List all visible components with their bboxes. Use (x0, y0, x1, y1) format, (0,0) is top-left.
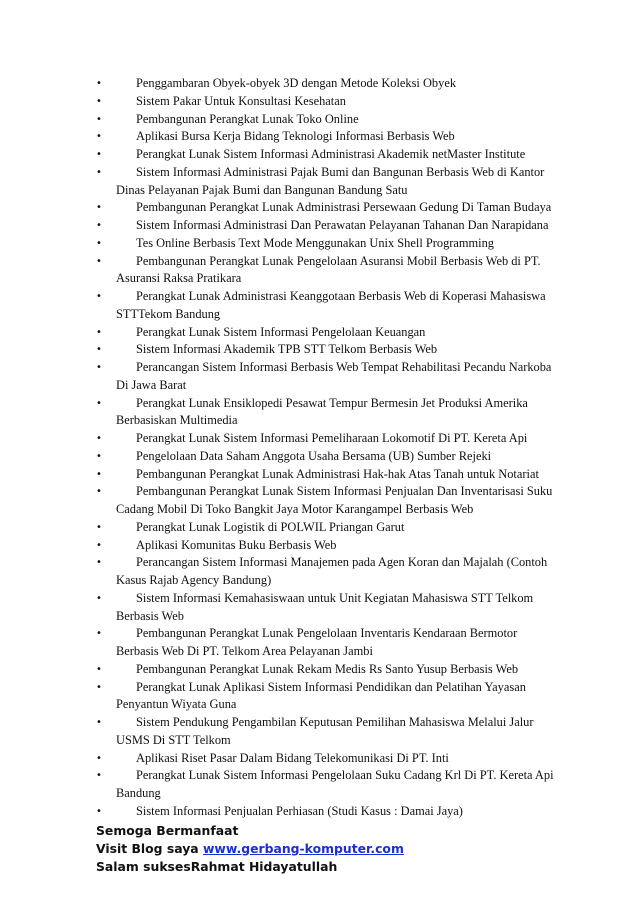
bullet-icon: • (96, 468, 102, 480)
list-item-text: Perangkat Lunak Sistem Informasi Pengelolaan Suku Cadang Krl Di PT. Kereta Api Bandung (116, 768, 554, 800)
list-item-text: Pembangunan Perangkat Lunak Pengelolaan Asuransi Mobil Berbasis Web di PT. Asuransi Raksa Pratikara (116, 253, 541, 286)
bullet-icon: • (96, 557, 102, 569)
list-item-text: Perangkat Lunak Sistem Informasi Pengelolaan Keuangan (136, 324, 426, 339)
list-item (96, 395, 556, 431)
bullet-icon: • (96, 113, 102, 125)
list-item-text: Perangkat Lunak Aplikasi Sistem Informasi Pendidikan dan Pelatihan Yayasan Penyantun Wiyata Guna (116, 679, 526, 712)
list-item-text: Sistem Pendukung Pengambilan Keputusan Pemilihan Mahasiswa Melalui Jalur USMS Di STT Telkom (116, 715, 534, 747)
bullet-icon: • (96, 628, 102, 640)
list-item (96, 217, 556, 235)
bullet-icon: • (96, 149, 102, 160)
list-item-text: Perangkat Lunak Logistik di POLWIL Priangan Garut (136, 519, 405, 534)
list-item (96, 341, 556, 359)
list-item-text: Pengelolaan Data Saham Anggota Usaha Bersama (UB) Sumber Rejeki (136, 448, 492, 463)
list-item-text: Pembangunan Perangkat Lunak Administrasi Persewaan Gedung Di Taman Budaya (136, 200, 552, 215)
list-item (96, 554, 556, 590)
list-item-text: Pembangunan Perangkat Lunak Toko Online (136, 111, 359, 126)
list-item-text: Perancangan Sistem Informasi Berbasis Web Tempat Rehabilitasi Pecandu Narkoba Di Jawa Barat (116, 360, 552, 392)
bullet-icon: • (96, 521, 102, 533)
bullet-icon: • (96, 592, 102, 604)
bullet-icon: • (96, 220, 102, 231)
signature-line: Salam suksesRahmat Hidayatullah (96, 858, 338, 874)
bullet-icon: • (96, 397, 102, 409)
bullet-icon: • (96, 237, 102, 249)
list-item (96, 767, 556, 803)
bullet-icon: • (96, 450, 102, 462)
footer (96, 822, 576, 875)
list-item-text: Penggambaran Obyek-obyek 3D dengan Metode Koleksi Obyek (136, 76, 457, 90)
bullet-icon: • (96, 362, 102, 373)
list-item (96, 714, 556, 750)
list-item (96, 430, 556, 448)
bullet-icon: • (96, 95, 102, 107)
list-item (96, 111, 556, 129)
list-item-text: Sistem Informasi Administrasi Dan Perawatan Pelayanan Tahanan Dan Narapidana (136, 218, 549, 232)
list-item-text: Tes Online Berbasis Text Mode Menggunakan Unix Shell Programming (136, 235, 495, 250)
list-item-text: Sistem Pakar Untuk Konsultasi Kesehatan (136, 93, 346, 108)
bullet-icon: • (96, 805, 102, 817)
bullet-icon: • (96, 663, 102, 675)
list-item (96, 359, 556, 395)
blog-link[interactable]: www.gerbang-komputer.com (202, 840, 404, 856)
bullet-icon: • (96, 344, 102, 356)
list-item-text: Aplikasi Komunitas Buku Berbasis Web (136, 537, 337, 552)
list-item (96, 483, 556, 519)
bullet-icon: • (96, 717, 102, 728)
list-item-text: Perangkat Lunak Sistem Informasi Administrasi Akademik netMaster Institute (136, 147, 526, 161)
list-item (96, 199, 556, 217)
list-item (96, 128, 556, 146)
list-item (96, 288, 556, 324)
list-item (96, 146, 556, 164)
list-item-text: Sistem Informasi Akademik TPB STT Telkom Berbasis Web (136, 342, 438, 357)
list-item (96, 75, 556, 93)
closing-line: Semoga Bermanfaat (96, 823, 239, 838)
bullet-icon: • (96, 78, 102, 89)
list-item (96, 519, 556, 537)
list-item (96, 253, 556, 289)
bullet-icon: • (96, 291, 102, 302)
list-item (96, 324, 556, 342)
list-item-text: Perancangan Sistem Informasi Manajemen pada Agen Koran dan Majalah (Contoh Kasus Rajab Agency Bandung) (116, 555, 548, 587)
list-item (96, 235, 556, 253)
list-item (96, 164, 556, 200)
list-item-text: Aplikasi Riset Pasar Dalam Bidang Telekomunikasi Di PT. Inti (136, 750, 449, 765)
bullet-icon: • (96, 131, 102, 143)
bullet-icon: • (96, 681, 102, 693)
bullet-icon: • (96, 166, 102, 178)
list-item-text: Sistem Informasi Penjualan Perhiasan (Studi Kasus : Damai Jaya) (136, 803, 463, 818)
list-item-text: Pembangunan Perangkat Lunak Sistem Informasi Penjualan Dan Inventarisasi Suku Cadang Mobil Di Toko Bangkit Jaya Motor Karangampel Berbasis Web (116, 484, 553, 516)
list-item (96, 466, 556, 484)
list-item (96, 803, 556, 821)
list-item (96, 537, 556, 555)
list-item-text: Aplikasi Bursa Kerja Bidang Teknologi Informasi Berbasis Web (136, 129, 455, 144)
blog-line (96, 840, 576, 858)
blog-prefix: Visit Blog saya (96, 840, 203, 856)
list-item-text: Perangkat Lunak Sistem Informasi Pemeliharaan Lokomotif Di PT. Kereta Api (136, 431, 528, 445)
bullet-icon: • (96, 539, 102, 551)
bullet-icon: • (96, 770, 102, 782)
bullet-icon: • (96, 326, 102, 338)
list-item (96, 448, 556, 466)
list-item (96, 590, 556, 626)
list-item (96, 661, 556, 679)
list-item (96, 625, 556, 661)
list-item-text: Pembangunan Perangkat Lunak Rekam Medis Rs Santo Yusup Berbasis Web (136, 661, 519, 676)
list-item (96, 750, 556, 768)
list-item-text: Pembangunan Perangkat Lunak Pengelolaan Inventaris Kendaraan Bermotor Berbasis Web Di PT. Telkom Area Pelayanan Jambi (116, 626, 518, 658)
list-item-text: Perangkat Lunak Administrasi Keanggotaan Berbasis Web di Koperasi Mahasiswa STTTekom Bandung (116, 289, 546, 321)
bullet-icon: • (96, 202, 102, 214)
bullet-icon: • (96, 752, 102, 764)
bullet-icon: • (96, 255, 102, 267)
list-item (96, 679, 556, 715)
list-item-text: Sistem Informasi Kemahasiswaan untuk Unit Kegiatan Mahasiswa STT Telkom Berbasis Web (116, 590, 534, 623)
list-item-text: Perangkat Lunak Ensiklopedi Pesawat Tempur Bermesin Jet Produksi Amerika Berbasiskan Multimedia (116, 395, 528, 428)
list-item (96, 93, 556, 111)
list-item-text: Pembangunan Perangkat Lunak Administrasi Hak-hak Atas Tanah untuk Notariat (136, 466, 539, 481)
thesis-title-list (96, 75, 556, 821)
bullet-icon: • (96, 486, 102, 498)
list-item-text: Sistem Informasi Administrasi Pajak Bumi dan Bangunan Berbasis Web di Kantor Dinas Pelayanan Pajak Bumi dan Bangunan Bandung Satu (116, 164, 545, 197)
bullet-icon: • (96, 433, 102, 444)
